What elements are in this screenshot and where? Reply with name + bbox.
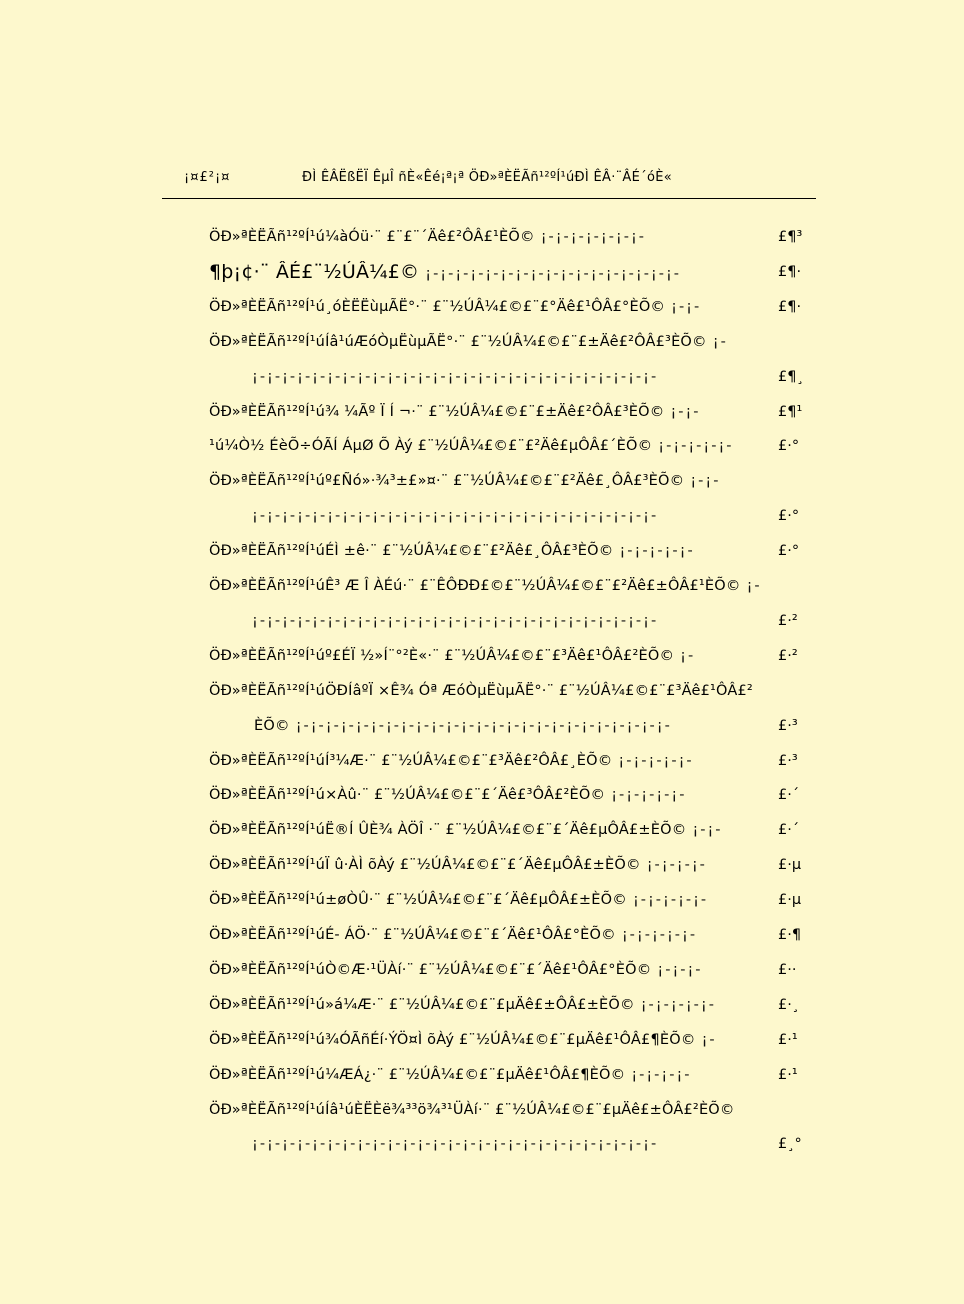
toc-entry-title: ÖÐ»ªÈËÃñ¹²ºÍ¹úÖÐÍâºÏ ×Ê¾ Óª ÆóÒµËùµÃË°·¨ £¨½ÚÂ¼£©£¨£³Äê£¹ÔÂ£² [209,683,753,699]
toc-entry[interactable] [209,401,701,423]
toc-page-number: £¶¹ [778,404,803,420]
toc-page-number: £·¹ [778,1067,798,1083]
toc-page-number: £¸° [778,1136,802,1152]
toc-leader-dots: ¡-¡-¡-¡-¡-¡-¡-¡-¡-¡-¡-¡-¡-¡-¡-¡-¡- [425,266,682,282]
toc-page-number: £·¶ [778,927,802,943]
toc-entry-title: ÖÐ»ªÈËÃñ¹²ºÍ¹úÊ³ Æ Î ÀÉú·¨ £¨ÊÔÐÐ£©£¨½ÚÂ¼£©£¨£²Äê£±ÔÂ£¹ÈÕ© [209,578,741,594]
toc-leader-dots: ¡- [701,1032,717,1048]
toc-page-number: £¶¸ [778,369,804,385]
toc-entry-title: ÖÐ»ªÈËÃñ¹²ºÍ¹úÍâ¹úÆóÒµËùµÃË°·¨ £¨½ÚÂ¼£©£¨£±Äê£²ÔÂ£³ÈÕ© [209,334,707,350]
toc-leader-dots: ¡-¡-¡-¡- [631,1067,692,1083]
toc-entry[interactable] [246,366,658,388]
toc-page-number: £¶· [778,299,802,315]
toc-leader-dots: ¡-¡- [692,822,723,838]
toc-entry[interactable] [209,1064,692,1086]
toc-leader-dots: ¡- [746,578,762,594]
toc-entry-title: ÖÐ»ªÈËÃñ¹²ºÍ¹úº£ÉÏ ½»Í¨°²È«·¨ £¨½ÚÂ¼£©£¨£³Äê£¹ÔÂ£²ÈÕ© [209,648,675,664]
toc-entry-title: ÖÐ»ªÈËÃñ¹²ºÍ¹ú¸óÈËËùµÃË°·¨ £¨½ÚÂ¼£©£¨£°Äê£¹ÔÂ£°ÈÕ© [209,299,666,315]
toc-entry[interactable] [209,784,686,806]
toc-entry-title: ÖÐ»ªÈËÃñ¹²ºÍ¹úÒ©Æ·¹ÜÀí·¨ £¨½ÚÂ¼£©£¨£´Äê£¹ÔÂ£°ÈÕ© [209,962,652,978]
toc-entry[interactable] [209,470,720,492]
toc-page-number: £·´ [778,822,800,838]
toc-entry[interactable] [209,261,681,283]
toc-entry-title: ÖÐ»ªÈËÃñ¹²ºÍ¹úË®Í ÛÈ¾ ÀÖÎ ·¨ £¨½ÚÂ¼£©£¨£´Äê£µÔÂ£±ÈÕ© [209,822,687,838]
toc-entry-title: ÖÐ»ªÈËÃñ¹²ºÍ¹úÏ û·ÀÌ õÀý £¨½ÚÂ¼£©£¨£´Äê£µÔÂ£±ÈÕ© [209,857,641,873]
toc-entry[interactable] [209,959,703,981]
toc-entry[interactable] [209,924,697,946]
toc-entry-title: ÈÕ© [254,718,290,734]
toc-page-number: £·¸ [778,997,800,1013]
toc-entry[interactable] [246,610,658,632]
toc-leader-dots: ¡-¡-¡-¡-¡-¡-¡-¡-¡-¡-¡-¡-¡-¡-¡-¡-¡-¡-¡-¡-¡-¡-¡-¡-¡-¡-¡- [252,1136,659,1152]
toc-page-number: £·° [778,508,800,524]
toc-leader-dots: ¡-¡-¡-¡-¡-¡-¡-¡-¡-¡-¡-¡-¡-¡-¡-¡-¡-¡-¡-¡-¡-¡-¡-¡-¡- [295,718,672,734]
toc-entry[interactable] [209,994,716,1016]
toc-entry[interactable] [209,680,753,702]
toc-page-number: £·° [778,438,800,454]
toc-leader-dots: ¡-¡-¡-¡-¡-¡-¡-¡-¡-¡-¡-¡-¡-¡-¡-¡-¡-¡-¡-¡-¡-¡-¡-¡-¡-¡-¡- [252,369,659,385]
toc-entry-title: ÖÐ»ªÈËÃñ¹²ºÍ¹ú»á¼Æ·¨ £¨½ÚÂ¼£©£¨£µÄê£±ÔÂ£±ÈÕ© [209,997,635,1013]
toc-entry-title: ÖÐ»ªÈËÃñ¹²ºÍ¹úÉ- ÁÖ·¨ £¨½ÚÂ¼£©£¨£´Äê£¹ÔÂ£°ÈÕ© [209,927,616,943]
toc-leader-dots: ¡-¡- [690,473,721,489]
toc-page-number: £·µ [778,857,802,873]
toc-page-number: £¶· [778,264,802,280]
page-number-label: ¡¤£²¡¤ [184,170,231,185]
toc-entry[interactable] [254,715,672,737]
toc-leader-dots: ¡- [712,334,728,350]
toc-leader-dots: ¡- [680,648,696,664]
toc-leader-dots: ¡-¡-¡-¡- [646,857,707,873]
toc-entry-title: ÖÐ»ªÈËÃñ¹²ºÍ¹ú¾ ¼Ãº Ï Í ¬·¨ £¨½ÚÂ¼£©£¨£±Äê£²ÔÂ£³ÈÕ© [209,404,665,420]
toc-leader-dots: ¡-¡-¡-¡-¡- [632,892,709,908]
toc-entry[interactable] [246,505,658,527]
toc-entry[interactable] [209,1099,735,1121]
toc-leader-dots: ¡-¡-¡-¡-¡- [640,997,716,1013]
toc-leader-dots: ¡-¡-¡-¡-¡-¡-¡-¡-¡-¡-¡-¡-¡-¡-¡-¡-¡-¡-¡-¡-¡-¡-¡-¡-¡-¡-¡- [252,508,659,524]
toc-entry-title: ÖÐ»ªÈËÃñ¹²ºÍ¹ú¼àÓü·¨ £¨£¨´Äê£²ÔÂ£¹ÈÕ© [209,229,535,245]
toc-leader-dots: ¡-¡-¡-¡-¡-¡-¡-¡-¡-¡-¡-¡-¡-¡-¡-¡-¡-¡-¡-¡-¡-¡-¡-¡-¡-¡-¡- [252,613,659,629]
toc-leader-dots: ¡-¡-¡-¡-¡- [611,787,687,803]
toc-entry-title: ÖÐ»ªÈËÃñ¹²ºÍ¹úÍâ¹úÈËÈë¾³³ö¾³¹ÜÀí·¨ £¨½ÚÂ¼£©£¨£µÄê£±ÔÂ£²ÈÕ© [209,1102,735,1118]
toc-leader-dots: ¡-¡-¡-¡-¡- [621,927,698,943]
toc-leader-dots: ¡-¡-¡-¡-¡- [658,438,734,454]
toc-entry-title: ÖÐ»ªÈËÃñ¹²ºÍ¹ú±øÒÛ·¨ £¨½ÚÂ¼£©£¨£´Äê£µÔÂ£±ÈÕ© [209,892,627,908]
toc-entry[interactable] [209,331,728,353]
toc-page-number: £·² [778,648,798,664]
toc-entry[interactable] [209,540,695,562]
toc-page-number: £·² [778,613,798,629]
toc-entry-title: ¹ú¼Ò½ ÉèÕ÷ÓÃÍ ÁµØ Õ Àý £¨½ÚÂ¼£©£¨£²Äê£µÔÂ£´ÈÕ© [209,438,653,454]
toc-page-number: £·· [778,962,797,978]
toc-entry[interactable] [209,226,646,248]
toc-entry[interactable] [209,435,734,457]
toc-leader-dots: ¡-¡-¡-¡-¡- [618,753,694,769]
toc-leader-dots: ¡-¡-¡-¡-¡- [619,543,695,559]
toc-leader-dots: ¡-¡-¡-¡-¡-¡-¡- [540,229,647,245]
toc-page-number: £·³ [778,718,798,734]
toc-entry[interactable] [246,1133,658,1155]
toc-entry[interactable] [209,750,694,772]
toc-entry-title: ÖÐ»ªÈËÃñ¹²ºÍ¹ú¼ÆÁ¿·¨ £¨½ÚÂ¼£©£¨£µÄê£¹ÔÂ£¶ÈÕ© [209,1067,626,1083]
toc-entry-title: ¶þ¡¢·¨ ÂÉ£¨½ÚÂ¼£© [209,261,420,283]
toc-page-number: £·° [778,543,800,559]
book-title: ÐÌ ÊÂËßËÏ ÊµÎ ñÈ«Êé¡ª¡ª ÖÐ»ªÈËÃñ¹²ºÍ¹úÐÌ ÊÂ·¨ÂÉ´óÈ« [302,170,672,185]
toc-entry-title: ÖÐ»ªÈËÃñ¹²ºÍ¹úº£Ñó»·¾³±£»¤·¨ £¨½ÚÂ¼£©£¨£²Äê£¸ÔÂ£³ÈÕ© [209,473,685,489]
toc-page-number: £·³ [778,753,798,769]
toc-leader-dots: ¡-¡-¡- [657,962,703,978]
toc-page-number: £·µ [778,892,802,908]
toc-entry[interactable] [209,819,723,841]
toc-page-number: £¶³ [778,229,803,245]
toc-entry-title: ÖÐ»ªÈËÃñ¹²ºÍ¹ú¾ÓÃñÉí·ÝÖ¤Ì õÀý £¨½ÚÂ¼£©£¨£µÄê£¹ÔÂ£¶ÈÕ© [209,1032,696,1048]
toc-page-number: £·´ [778,787,800,803]
toc-entry-title: ÖÐ»ªÈËÃñ¹²ºÍ¹úÍ³¼Æ·¨ £¨½ÚÂ¼£©£¨£³Äê£²ÔÂ£¸ÈÕ© [209,753,613,769]
toc-leader-dots: ¡-¡- [671,299,702,315]
toc-entry-title: ÖÐ»ªÈËÃñ¹²ºÍ¹ú×Àû·¨ £¨½ÚÂ¼£©£¨£´Äê£³ÔÂ£²ÈÕ© [209,787,606,803]
toc-entry[interactable] [209,854,707,876]
toc-entry[interactable] [209,645,695,667]
toc-entry[interactable] [209,1029,717,1051]
toc-entry[interactable] [209,296,701,318]
toc-entry[interactable] [209,889,708,911]
toc-leader-dots: ¡-¡- [670,404,701,420]
toc-entry-title: ÖÐ»ªÈËÃñ¹²ºÍ¹úÉÌ ±ê·¨ £¨½ÚÂ¼£©£¨£²Äê£¸ÔÂ£³ÈÕ© [209,543,614,559]
toc-entry[interactable] [209,575,762,597]
toc-page-number: £·¹ [778,1032,798,1048]
